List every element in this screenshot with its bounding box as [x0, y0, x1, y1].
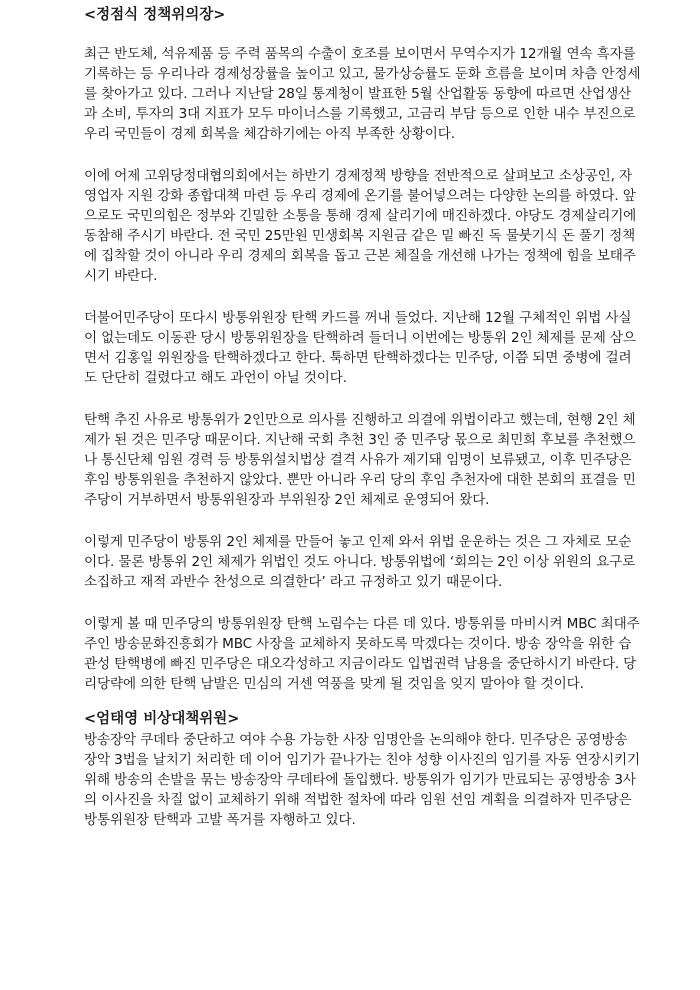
- section-jeong-jeomsik: [84, 4, 644, 694]
- speaker-heading: <엄태영 비상대책위원>: [84, 711, 240, 727]
- paragraph: 이렇게 민주당이 방통위 2인 체제를 만들어 놓고 인제 와서 위법 운운하는 것은 그 자체로 모순이다. 물론 방통위 2인 체제가 위법인 것도 아니다. 방통위법에 ‘회의는 2인 이상 위원의 요구로 소집하고 재적 과반수 찬성으로 의결한다’ 라고 규정하고 있기 때문이다.: [84, 534, 636, 590]
- paragraph: 이렇게 볼 때 민주당의 방통위원장 탄핵 노림수는 다른 데 있다. 방통위를 마비시켜 MBC 최대주주인 방송문화진흥회가 MBC 사장을 교체하지 못하도록 막겠다는 것이다. 방송 장악을 위한 습관성 탄핵병에 빠진 민주당은 대오각성하고 지금이라도 입법권력 남용을 중단하시기 바란다. 당리당략에 의한 탄핵 남발은 민심의 거센 역풍을 맞게 될 것임을 잊지 말아야 할 것이다.: [84, 616, 640, 692]
- speaker-heading: <정점식 정책위의장>: [84, 7, 226, 23]
- paragraph: 최근 반도체, 석유제품 등 주력 품목의 수출이 호조를 보이면서 무역수지가 12개월 연속 흑자를 기록하는 등 우리나라 경제성장률을 높이고 있고, 물가상승률도 둔화 흐름을 보이며 차츰 안정세를 찾아가고 있다. 그러나 지난달 28일 통계청이 발표한 5월 산업활동 동향에 따르면 산업생산과 소비, 투자의 3대 지표가 모두 마이너스를 기록했고, 고금리 부담 등으로 인한 내수 부진으로 우리 국민들이 경제 회복을 체감하기에는 아직 부족한 상황이다.: [84, 46, 641, 142]
- paragraph: 방송장악 쿠데타 중단하고 여야 수용 가능한 사장 임명안을 논의해야 한다. 민주당은 공영방송 장악 3법을 날치기 처리한 데 이어 임기가 끝나가는 친야 성향 이사진의 임기를 자동 연장시키기 위해 방송의 손발을 묶는 방송장악 쿠데타에 돌입했다. 방통위가 임기가 만료되는 공영방송 3사의 이사진을 차질 없이 교체하기 위해 적법한 절차에 따라 임원 선임 계획을 의결하자 민주당은 방통위원장 탄핵과 고발 폭거를 자행하고 있다.: [84, 732, 641, 828]
- paragraph: 이에 어제 고위당정대협의회에서는 하반기 경제정책 방향을 전반적으로 살펴보고 소상공인, 자영업자 지원 강화 종합대책 마련 등 우리 경제에 온기를 불어넣으려는 다양한 논의를 하였다. 앞으로도 국민의힘은 정부와 긴밀한 소통을 통해 경제 살리기에 매진하겠다. 야당도 경제살리기에 동참해 주시기 바란다. 전 국민 25만원 민생회복 지원금 같은 밑 빠진 독 물붓기식 돈 풀기 정책에 집착할 것이 아니라 우리 경제의 회복을 돕고 근본 체질을 개선해 나가는 정책에 힘을 보태주시기 바란다.: [84, 168, 637, 284]
- section-eom-taeyoung: [84, 708, 644, 830]
- paragraph: 탄핵 추진 사유로 방통위가 2인만으로 의사를 진행하고 의결에 위법이라고 했는데, 현행 2인 체제가 된 것은 민주당 때문이다. 지난해 국회 추천 3인 중 민주당 몫으로 최민희 후보를 추천했으나 통신단체 임원 경력 등 방통위설치법상 결격 사유가 제기돼 임명이 보류됐고, 이후 민주당은 후임 방통위원을 추천하지 않았다. 뿐만 아니라 우리 당의 후임 추천자에 대한 본회의 표결을 민주당이 거부하면서 방통위원장과 부위원장 2인 체제로 운영되어 왔다.: [84, 412, 636, 508]
- paragraph: 더불어민주당이 또다시 방통위원장 탄핵 카드를 꺼내 들었다. 지난해 12월 구체적인 위법 사실이 없는데도 이동관 당시 방통위원장을 탄핵하려 들더니 이번에는 방통위 2인 체제를 문제 삼으면서 김홍일 위원장을 탄핵하겠다고 한다. 툭하면 탄핵하겠다는 민주당, 이쯤 되면 중병에 걸려도 단단히 걸렸다고 해도 과언이 아닐 것이다.: [84, 310, 636, 386]
- document-page: [84, 4, 644, 830]
